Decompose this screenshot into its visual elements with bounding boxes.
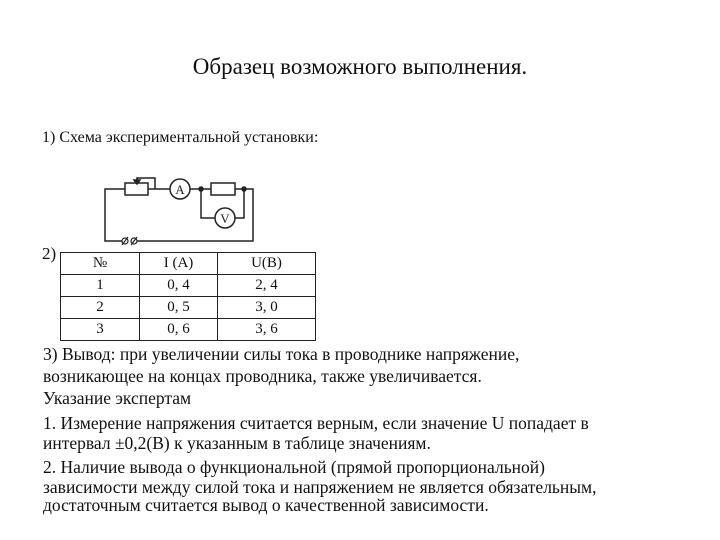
cell: 0, 4 xyxy=(140,275,218,297)
cell: 0, 5 xyxy=(140,297,218,319)
expert-note-line: интервал ±0,2(В) к указанным в таблице значениям. xyxy=(43,433,431,453)
table-row xyxy=(61,297,316,319)
junction xyxy=(242,187,246,191)
conclusion-line: 3) Вывод: при увеличении силы тока в проводнике напряжение, xyxy=(43,344,520,364)
rheostat xyxy=(125,183,148,195)
header-cell: U(B) xyxy=(218,253,316,275)
cell: 3, 6 xyxy=(218,319,316,341)
header-cell: I (A) xyxy=(140,253,218,275)
expert-note-line: зависимости между силой тока и напряжением не является обязательным, xyxy=(43,477,597,497)
cell: 1 xyxy=(61,275,140,297)
table-row xyxy=(61,275,316,297)
cell: 3, 0 xyxy=(218,297,316,319)
power-terminals xyxy=(122,237,137,245)
cell: 0, 6 xyxy=(140,319,218,341)
ammeter-label: A xyxy=(175,182,185,197)
experts-heading: Указание экспертам xyxy=(43,388,192,408)
expert-note-line: 1. Измерение напряжения считается верным, если значение U попадает в xyxy=(43,413,589,433)
section-1-heading: 1) Схема экспериментальной установки: xyxy=(42,129,319,146)
resistor xyxy=(211,183,235,195)
page-title: Образец возможного выполнения. xyxy=(192,54,528,79)
cell: 3 xyxy=(61,319,140,341)
voltmeter-label: V xyxy=(220,211,230,226)
conclusion-line: возникающее на концах проводника, также увеличивается. xyxy=(43,366,482,386)
header-cell: № xyxy=(61,253,140,275)
expert-note-line: 2. Наличие вывода о функциональной (прямой пропорциональной) xyxy=(43,457,545,477)
cell: 2 xyxy=(61,297,140,319)
table-header-row xyxy=(61,253,316,275)
cell: 2, 4 xyxy=(218,275,316,297)
expert-note-line: достаточным считается вывод о качественной зависимости. xyxy=(43,495,489,515)
section-2-label: 2) xyxy=(42,244,57,263)
junction xyxy=(199,187,203,191)
measurement-table xyxy=(60,252,316,341)
table-row xyxy=(61,319,316,341)
